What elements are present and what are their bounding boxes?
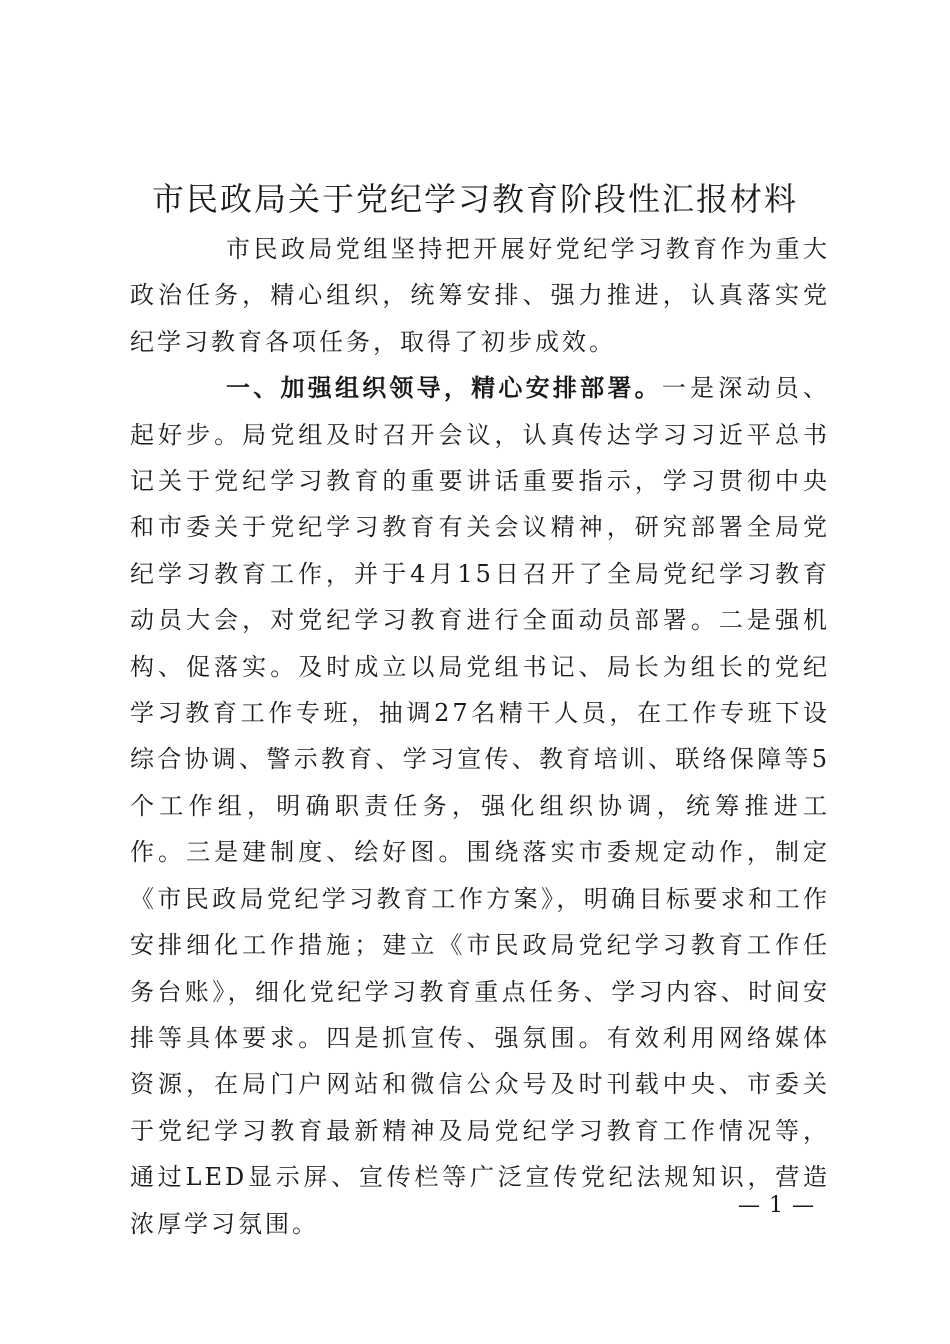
document-body	[130, 226, 830, 1247]
section-1-heading: 一、加强组织领导，精心安排部署。	[226, 374, 662, 403]
section-1-body: 一是深动员、起好步。局党组及时召开会议，认真传达学习习近平总书记关于党纪学习教育的重要讲话重要指示，学习贯彻中央和市委关于党纪学习教育有关会议精神，研究部署全局党纪学习教育工作，并于4月15日召开了全局党纪学习教育动员大会，对党纪学习教育进行全面动员部署。二是强机构、促落实。及时成立以局党组书记、局长为组长的党纪学习教育工作专班，抽调27名精干人员，在工作专班下设综合协调、警示教育、学习宣传、教育培训、联络保障等5个工作组，明确职责任务，强化组织协调，统筹推进工作。三是建制度、绘好图。围绕落实市委规定动作，制定《市民政局党纪学习教育工作方案》，明确目标要求和工作安排细化工作措施；建立《市民政局党纪学习教育工作任务台账》，细化党纪学习教育重点任务、学习内容、时间安排等具体要求。四是抓宣传、强氛围。有效利用网络媒体资源，在局门户网站和微信公众号及时刊载中央、市委关于党纪学习教育最新精神及局党纪学习教育工作情况等，通过LED显示屏、宣传栏等广泛宣传党纪法规知识，营造浓厚学习氛围。	[130, 374, 831, 1238]
intro-paragraph: 市民政局党组坚持把开展好党纪学习教育作为重大政治任务，精心组织，统筹安排、强力推进，认真落实党纪学习教育各项任务，取得了初步成效。	[130, 235, 830, 356]
document-title: 市民政局关于党纪学习教育阶段性汇报材料	[151, 180, 798, 218]
page-number: — 1 —	[738, 1193, 815, 1218]
section-1-paragraph	[130, 365, 830, 1247]
